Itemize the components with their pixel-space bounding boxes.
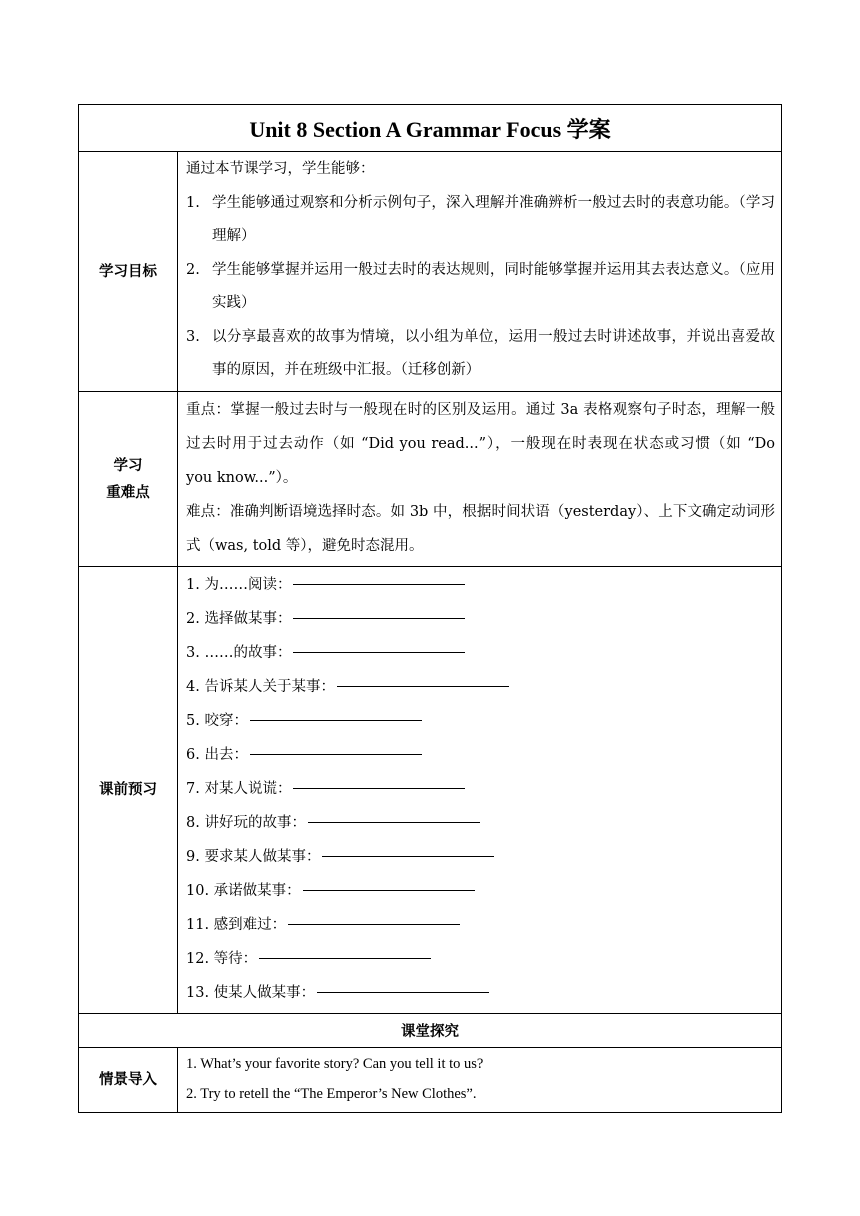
preview-item <box>186 942 775 976</box>
answer-blank[interactable] <box>250 753 422 755</box>
answer-blank[interactable] <box>337 685 509 687</box>
preview-item-label: 3. ……的故事： <box>186 644 292 661</box>
worksheet-table <box>78 104 782 1113</box>
preview-item-label: 8. 讲好玩的故事： <box>186 814 306 831</box>
key-points-row <box>79 391 782 566</box>
title-row <box>79 105 782 152</box>
preview-item <box>186 772 775 806</box>
objective-number: 3. <box>186 328 200 345</box>
preview-item <box>186 908 775 942</box>
preview-item <box>186 602 775 636</box>
difficult-point-text: 难点：准确判断语境选择时态。如 3b 中，根据时间状语（yesterday）、上下文确定动词形式（was, told 等），避免时态混用。 <box>186 503 775 554</box>
answer-blank[interactable] <box>293 617 465 619</box>
answer-blank[interactable] <box>259 957 431 959</box>
preview-item-label: 2. 选择做某事： <box>186 610 292 627</box>
intro-question: 2. Try to retell the “The Emperor’s New Clothes”. <box>186 1085 477 1102</box>
key-points-label-line2: 重难点 <box>106 483 150 501</box>
objective-number: 2. <box>186 261 200 278</box>
objective-item <box>186 187 775 254</box>
preview-item <box>186 704 775 738</box>
key-point-text: 重点：掌握一般过去时与一般现在时的区别及运用。通过 3a 表格观察句子时态，理解一般过去时用于过去动作（如 “Did you read...”），一般现在时表现在状态或习惯（如 “Do you know...”）。 <box>186 401 775 486</box>
key-points-content <box>178 391 782 566</box>
preview-item-label: 1. 为……阅读： <box>186 576 292 593</box>
objective-number: 1. <box>186 194 200 211</box>
intro-label: 情景导入 <box>79 1047 178 1112</box>
objectives-row <box>79 152 782 392</box>
intro-row <box>79 1047 782 1112</box>
objective-text: 以分享最喜欢的故事为情境，以小组为单位，运用一般过去时讲述故事，并说出喜爱故事的原因，并在班级中汇报。（迁移创新） <box>212 328 775 378</box>
objectives-content <box>178 152 782 392</box>
objective-text: 学生能够通过观察和分析示例句子，深入理解并准确辨析一般过去时的表意功能。（学习理解） <box>212 194 775 244</box>
preview-item-label: 10. 承诺做某事： <box>186 882 301 899</box>
answer-blank[interactable] <box>293 583 465 585</box>
preview-item <box>186 568 775 602</box>
preview-item <box>186 636 775 670</box>
objectives-label: 学习目标 <box>79 152 178 392</box>
answer-blank[interactable] <box>303 889 475 891</box>
preview-item-label: 9. 要求某人做某事： <box>186 848 321 865</box>
preview-item-label: 11. 感到难过： <box>186 916 287 933</box>
preview-item-label: 6. 出去： <box>186 746 248 763</box>
answer-blank[interactable] <box>250 719 422 721</box>
preview-item <box>186 874 775 908</box>
preview-item-label: 5. 咬穿： <box>186 712 248 729</box>
preview-item <box>186 670 775 704</box>
preview-item <box>186 840 775 874</box>
explore-heading: 课堂探究 <box>79 1013 782 1047</box>
answer-blank[interactable] <box>322 855 494 857</box>
answer-blank[interactable] <box>293 651 465 653</box>
key-points-label <box>79 391 178 566</box>
preview-item <box>186 976 775 1010</box>
intro-question: 1. What’s your favorite story? Can you tell it to us? <box>186 1055 484 1072</box>
preview-list <box>178 566 782 1013</box>
preview-item <box>186 738 775 772</box>
answer-blank[interactable] <box>308 821 480 823</box>
preview-row <box>79 566 782 1013</box>
preview-label: 课前预习 <box>79 566 178 1013</box>
preview-item <box>186 806 775 840</box>
preview-item-label: 13. 使某人做某事： <box>186 984 316 1001</box>
objectives-intro: 通过本节课学习，学生能够： <box>186 161 375 177</box>
preview-item-label: 12. 等待： <box>186 950 258 967</box>
preview-item-label: 7. 对某人说谎： <box>186 780 292 797</box>
objective-text: 学生能够掌握并运用一般过去时的表达规则，同时能够掌握并运用其去表达意义。（应用实践） <box>212 261 775 311</box>
explore-heading-row <box>79 1013 782 1047</box>
answer-blank[interactable] <box>317 991 489 993</box>
answer-blank[interactable] <box>293 787 465 789</box>
objective-item <box>186 254 775 321</box>
objective-item <box>186 321 775 388</box>
answer-blank[interactable] <box>288 923 460 925</box>
preview-item-label: 4. 告诉某人关于某事： <box>186 678 335 695</box>
key-points-label-line1: 学习 <box>113 456 143 474</box>
worksheet-title: Unit 8 Section A Grammar Focus 学案 <box>79 105 782 152</box>
worksheet <box>78 104 782 1113</box>
intro-questions <box>178 1047 782 1112</box>
